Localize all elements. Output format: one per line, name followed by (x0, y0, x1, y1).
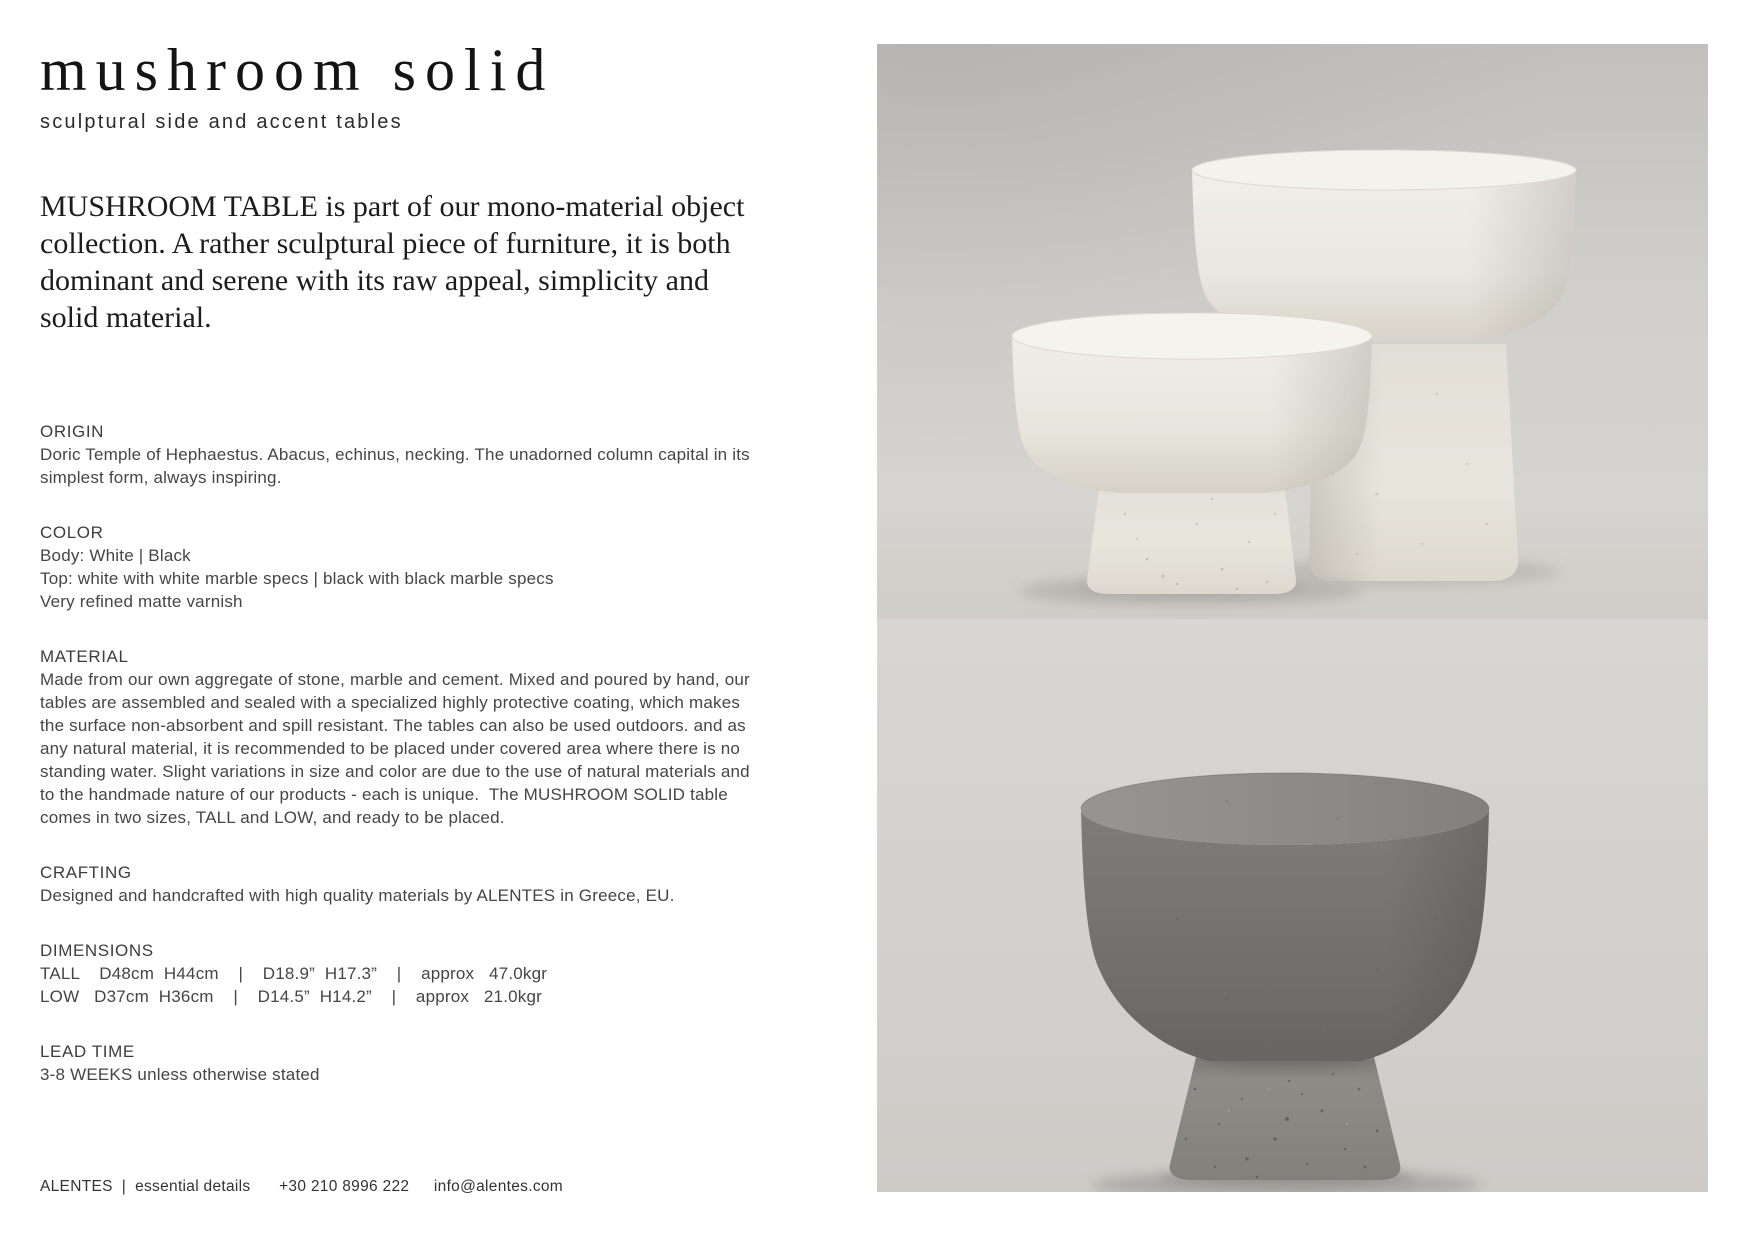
section-text: Doric Temple of Hephaestus. Abacus, echinus, necking. The unadorned column capital in its simplest form, always inspiring. (40, 445, 755, 487)
product-photo-grey-table (877, 619, 1708, 1192)
footer-tagline: essential details (135, 1178, 251, 1195)
section-heading: ORIGIN (40, 422, 105, 441)
section-text: Top: white with white marble specs | black with black marble specs (40, 569, 554, 588)
footer-email: info@alentes.com (433, 1178, 564, 1195)
footer-phone: +30 210 8996 222 (279, 1178, 410, 1195)
section-text: Designed and handcrafted with high quality materials by ALENTES in Greece, EU. (40, 886, 675, 905)
page-subtitle: sculptural side and accent tables (40, 111, 403, 133)
dimension-row-low: LOW D37cm H36cm | D14.5” H14.2” | approx 21.0kgr (40, 987, 542, 1006)
spec-sections (40, 420, 840, 1086)
section-dimensions (40, 939, 764, 1008)
product-photo-white-tables (877, 44, 1708, 619)
white-tables-photo-svg (877, 44, 1708, 619)
page-title: mushroom solid (40, 37, 555, 103)
brand-name: ALENTES (40, 1178, 113, 1195)
section-material (40, 645, 764, 829)
section-heading: MATERIAL (40, 647, 129, 666)
section-color (40, 521, 764, 613)
section-heading: CRAFTING (40, 863, 132, 882)
section-text: Body: White | Black (40, 546, 191, 565)
section-text: Made from our own aggregate of stone, marble and cement. Mixed and poured by hand, our tables are assembled and sealed with a specialized highly protective coating, which makes the surface non-absorbent and spill resistant. The tables can also be used outdoors. and as any natural material, it is recommended to be placed under covered area where there is no standing water. Slight variations in size and color are due to the use of natural materials and to the handmade nature of our products - each is unique. The MUSHROOM SOLID table comes in two sizes, TALL and LOW, and ready to be placed. (40, 670, 755, 827)
section-heading: COLOR (40, 523, 104, 542)
text-column (40, 0, 840, 1086)
section-origin (40, 420, 764, 489)
footer-separator: | (121, 1178, 127, 1195)
intro-paragraph: MUSHROOM TABLE is part of our mono-material object collection. A rather sculptural piece of furniture, it is both dominant and serene with its raw appeal, simplicity and solid material. (40, 190, 745, 334)
grey-table-photo-svg (877, 619, 1708, 1192)
section-text: Very refined matte varnish (40, 592, 243, 611)
section-lead-time (40, 1040, 764, 1086)
section-text: 3-8 WEEKS unless otherwise stated (40, 1065, 320, 1084)
section-heading: LEAD TIME (40, 1042, 135, 1061)
section-heading: DIMENSIONS (40, 941, 154, 960)
footer (40, 1178, 563, 1196)
dimension-row-tall: TALL D48cm H44cm | D18.9” H17.3” | approx 47.0kgr (40, 964, 548, 983)
header (40, 38, 840, 134)
section-crafting (40, 861, 764, 907)
